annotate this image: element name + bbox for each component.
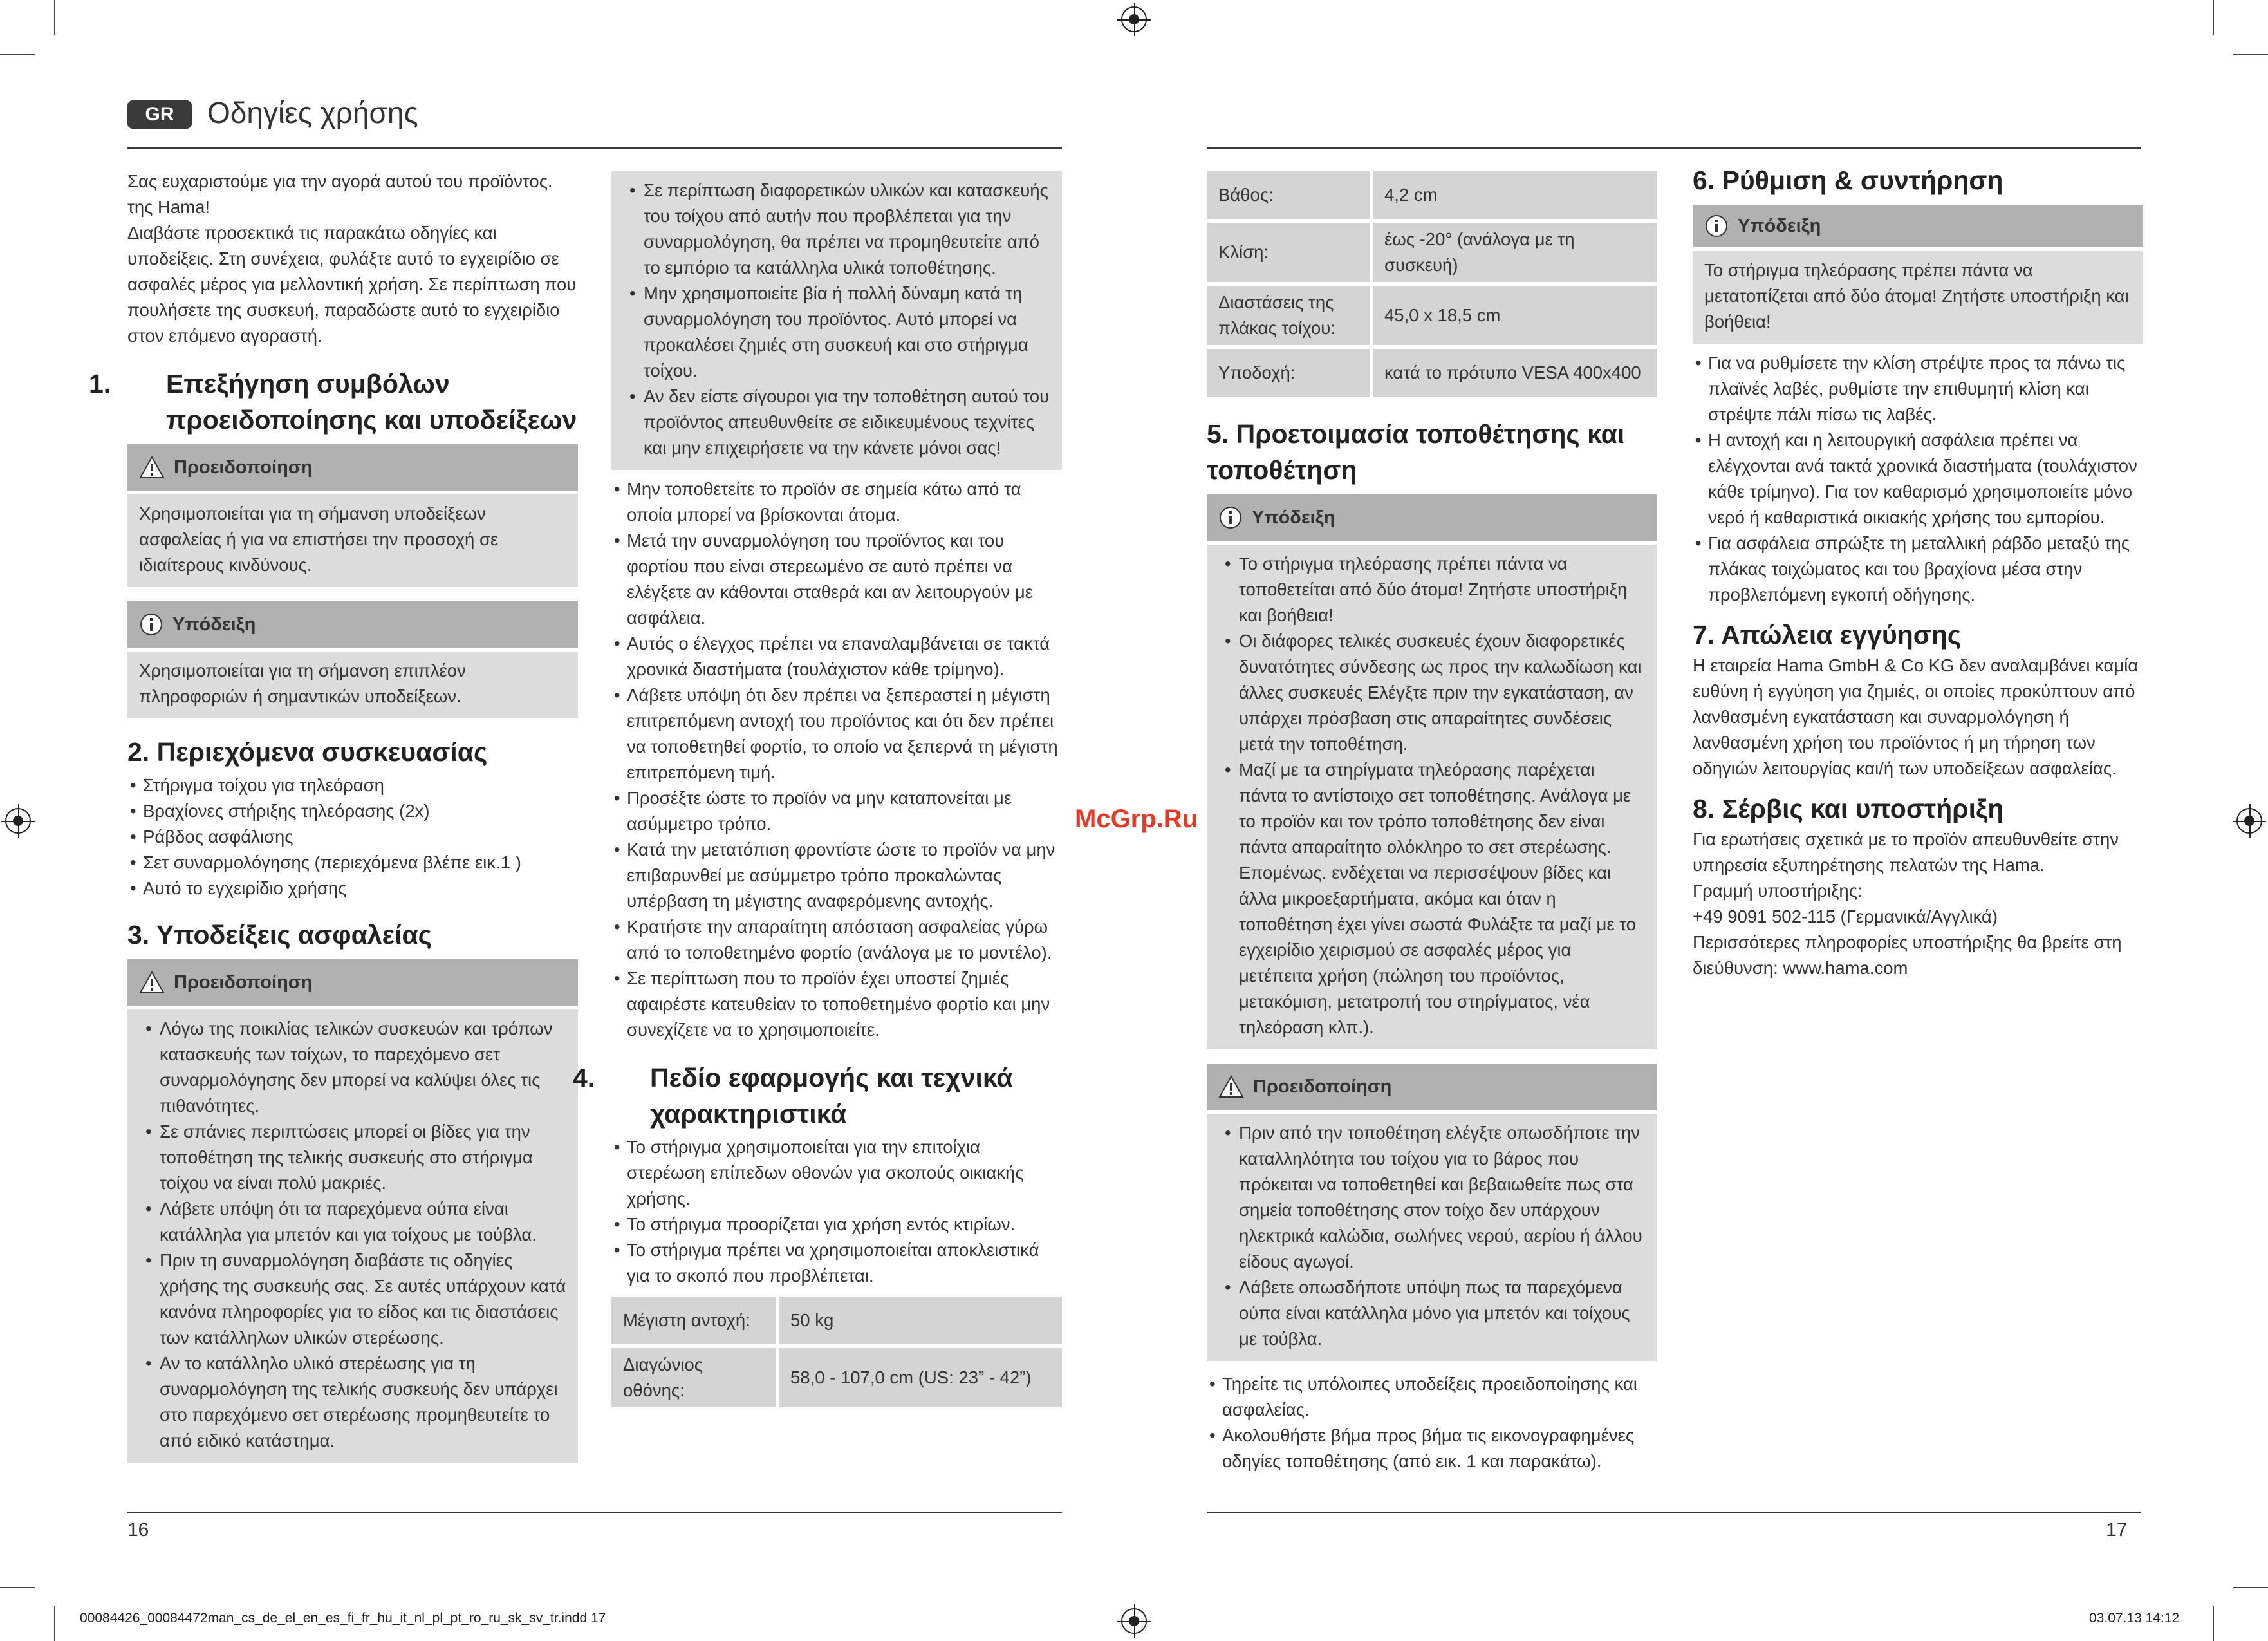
hint-label: Υπόδειξη <box>1738 216 1821 236</box>
hint-box-header <box>127 601 578 648</box>
list-item: • Προσέξτε ώστε το προϊόν να μην καταπονείται με ασύμμετρο τρόπο. <box>611 785 1062 837</box>
hint-text: Χρησιμοποιείται για τη σήμανση επιπλέον πληροφοριών ή σημαντικών υποδείξεων. <box>139 661 466 706</box>
warning-list <box>1218 1120 1646 1352</box>
safety-warning-list <box>139 1016 566 1454</box>
hint-label: Υπόδειξη <box>1252 507 1335 528</box>
hint-label: Υπόδειξη <box>172 614 256 635</box>
list-item: • Πριν τη συναρμολόγηση διαβάστε τις οδηγίες χρήσης της συσκευής σας. Σε αυτές υπάρχουν κατά κανόνα πληροφορίες για το είδος και τις διαστάσεις των κατάλληλων υλικών στερέωσης. <box>139 1248 566 1351</box>
table-row <box>1207 171 1657 219</box>
list-item: • Ακολουθήστε βήμα προς βήμα τις εικονογραφημένες οδηγίες τοποθέτησης (από εικ. 1 και παρακάτω). <box>1207 1423 1657 1474</box>
list-item: • Οι διάφορες τελικές συσκευές έχουν διαφορετικές δυνατότητες σύνδεσης ως προς την καλωδίωση και άλλες συσκευές Ελέγξτε πριν την εγκατάσταση, αν υπάρχει πρόσβαση στις απαραίτητες συνδέσεις μετά την τοποθέτηση. <box>1218 628 1646 757</box>
section-7-heading: 7. Απώλεια εγγύησης <box>1693 620 1962 650</box>
section-1-heading <box>89 366 578 438</box>
crop-mark <box>54 1606 55 1641</box>
list-item: • Σετ συναρμολόγησης (περιεχόμενα βλέπε εικ.1 ) <box>127 850 578 876</box>
table-row <box>1207 286 1657 345</box>
table-row <box>1207 349 1657 397</box>
warning-box-header <box>127 444 578 491</box>
column-1 <box>89 169 578 1463</box>
top-rule-left <box>127 147 1062 149</box>
application-list <box>611 1134 1062 1289</box>
spec-value: 50 kg <box>779 1297 1062 1344</box>
list-item: • Στήριγμα τοίχου για τηλεόραση <box>127 773 578 798</box>
spec-label: Διαγώνιος οθόνης: <box>611 1348 779 1407</box>
spec-label: Κλίση: <box>1207 223 1373 282</box>
list-item: • Αν δεν είστε σίγουροι για την τοποθέτηση αυτού του προϊόντος απευθυνθείτε σε ειδικευμένους τεχνίτες και μην επιχειρήσετε να την κάνετε μόνοι σας! <box>623 384 1050 461</box>
section-4-title: Πεδίο εφαρμογής και τεχνικά χαρακτηριστικά <box>650 1063 1013 1129</box>
table-row <box>611 1297 1062 1344</box>
warranty-text: Η εταιρεία Hama GmbH & Co KG δεν αναλαμβάνει καμία ευθύνη ή εγγύηση για ζημιές, οι οποίες προκύπτουν από λανθασμένη εγκατάσταση και συναρμολόγηση ή λανθασμένη χρήση του προϊόντος ή μη τήρηση των οδηγιών λειτουργίας και/ή των υποδείξεων ασφαλείας. <box>1693 655 2139 778</box>
watermark: McGrp.Ru <box>1075 805 1198 833</box>
hint-box-body <box>127 652 578 718</box>
section-4-number: 4. <box>573 1063 595 1092</box>
spec-label: Υποδοχή: <box>1207 349 1373 397</box>
column-3 <box>1207 171 1657 1474</box>
spec-value: έως -20° (ανάλογα με τη συσκευή) <box>1373 223 1657 282</box>
crop-mark <box>0 1587 35 1588</box>
package-contents-list <box>127 773 578 901</box>
list-item: • Το στήριγμα χρησιμοποιείται για την επιτοίχια στερέωση επίπεδων οθονών για σκοπούς οικιακής χρήσης. <box>611 1134 1062 1212</box>
page-title: Οδηγίες χρήσης <box>207 96 418 129</box>
warning-box-body <box>127 494 578 587</box>
hint-box-body <box>1693 251 2143 344</box>
hint-box-header <box>1207 494 1657 541</box>
section-4-heading <box>573 1060 1062 1132</box>
info-icon <box>1218 505 1243 530</box>
list-item: • Πριν από την τοποθέτηση ελέγξτε οπωσδήποτε την καταλληλότητα του τοίχου για το βάρος που πρόκειται να τοποθετηθεί και βεβαιωθείτε πως στα σημεία τοποθέτησης στον τοίχο δεν υπάρχουν ηλεκτρικά καλώδια, σωλήνες νερού, αερίου ή άλλου είδους αγωγοί. <box>1218 1120 1646 1275</box>
list-item: • Το στήριγμα προορίζεται για χρήση εντός κτιρίων. <box>611 1212 1062 1237</box>
warning-box-header <box>127 959 578 1006</box>
spec-table <box>1207 167 1657 400</box>
list-item: • Αυτός ο έλεγχος πρέπει να επαναλαμβάνεται σε τακτά χρονικά διαστήματα (τουλάχιστον κάθε τρίμηνο). <box>611 631 1062 682</box>
section-3-heading: 3. Υποδείξεις ασφαλείας <box>127 920 432 950</box>
list-item: • Λάβετε υπόψη ότι δεν πρέπει να ξεπεραστεί η μέγιστη επιτρεπόμενη αντοχή του προϊόντος και ότι δεν πρέπει να τοποθετηθεί φορτίο, το οποίο να ξεπερνά τη μέγιστη επιτρεπόμενη τιμή. <box>611 682 1062 785</box>
list-item: • Αν το κατάλληλο υλικό στερέωσης για τη συναρμολόγηση της τελικής συσκευής δεν υπάρχει στο παρεχόμενο σετ στερέωσης προμηθευτείτε το από ειδικό κατάστημα. <box>139 1351 566 1454</box>
spec-value: 4,2 cm <box>1373 171 1657 219</box>
crop-mark <box>2213 0 2214 35</box>
warning-box-body-continued <box>611 171 1062 470</box>
list-item: • Κρατήστε την απαραίτητη απόσταση ασφαλείας γύρω από το τοποθετημένο φορτίο (ανάλογα με το μοντέλο). <box>611 914 1062 966</box>
list-item: • Η αντοχή και η λειτουργική ασφάλεια πρέπει να ελέγχονται ανά τακτά χρονικά διαστήματα (τουλάχιστον κάθε τρίμηνο). Για τον καθαρισμό χρησιμοποιείτε μόνο νερό ή καθαριστικά οικιακής χρήσης του εμπορίου. <box>1693 427 2143 530</box>
warning-text: Χρησιμοποιείται για τη σήμανση υποδείξεων ασφαλείας ή για να επιστήσει την προσοχή σε ιδιαίτερους κινδύνους. <box>139 503 499 575</box>
print-slug-file: 00084426_00084472man_cs_de_el_en_es_fi_fr_hu_it_nl_pl_pt_ro_ru_sk_sv_tr.indd 17 <box>80 1611 606 1626</box>
list-item: • Λάβετε υπόψη ότι τα παρεχόμενα ούπα είναι κατάλληλα για μπετόν και για τοίχους με τούβλα. <box>139 1196 566 1248</box>
section-6-heading: 6. Ρύθμιση & συντήρηση <box>1693 165 2003 195</box>
print-slug-date: 03.07.13 14:12 <box>2089 1611 2180 1626</box>
list-item: • Αυτό το εγχειρίδιο χρήσης <box>127 876 578 901</box>
support-text: Για ερωτήσεις σχετικά με το προϊόν απευθυνθείτε στην υπηρεσία εξυπηρέτησης πελατών της Hama. Γραμμή υποστήριξης: +49 9091 502-115 (Γερμανικά/Αγγλικά) Περισσότερες πληροφορίες υποστήριξης θα βρείτε στη διεύθυνση: www.hama.com <box>1693 829 2122 978</box>
list-item: • Το στήριγμα τηλεόρασης πρέπει πάντα να τοποθετείται από δύο άτομα! Ζητήστε υποστήριξη και βοήθεια! <box>1218 551 1646 628</box>
registration-mark-icon <box>2236 808 2262 834</box>
mounting-list <box>1207 1371 1657 1474</box>
crop-mark <box>2213 1606 2214 1641</box>
column-4 <box>1693 162 2143 981</box>
spec-table <box>611 1293 1062 1411</box>
crop-mark <box>2233 1587 2268 1588</box>
warning-triangle-icon <box>139 971 165 994</box>
warning-label: Προειδοποίηση <box>1253 1076 1392 1097</box>
table-row <box>1207 223 1657 282</box>
list-item: • Σε περίπτωση που το προϊόν έχει υποστεί ζημιές αφαιρέστε κατευθείαν το τοποθετημένο φορτίο και μην συνεχίζετε να το χρησιμοποιείτε. <box>611 966 1062 1043</box>
section-8-heading: 8. Σέρβις και υποστήριξη <box>1693 794 2004 823</box>
hint-box-body <box>1207 545 1657 1049</box>
spec-label: Βάθος: <box>1207 171 1373 219</box>
warning-box-body <box>1207 1114 1657 1361</box>
warning-label: Προειδοποίηση <box>174 457 313 478</box>
list-item: • Το στήριγμα πρέπει να χρησιμοποιείται αποκλειστικά για το σκοπό που προβλέπεται. <box>611 1237 1062 1289</box>
bottom-rule-right <box>1207 1512 2141 1513</box>
warning-triangle-icon <box>139 456 165 479</box>
spec-value: 45,0 x 18,5 cm <box>1373 286 1657 345</box>
list-item: • Μην τοποθετείτε το προϊόν σε σημεία κάτω από τα οποία μπορεί να βρίσκονται άτομα. <box>611 476 1062 528</box>
top-rule-right <box>1207 147 2141 149</box>
info-icon <box>1704 214 1729 238</box>
page-number-right: 17 <box>2106 1519 2128 1541</box>
language-badge: GR <box>127 100 192 129</box>
adjustment-list <box>1693 350 2143 608</box>
list-item: • Σε περίπτωση διαφορετικών υλικών και κατασκευής του τοίχου από αυτήν που προβλέπεται για την συναρμολόγηση, θα πρέπει να προμηθευτείτε από το εμπόριο τα κατάλληλα υλικά τοποθέτησης. <box>623 178 1050 281</box>
list-item: • Βραχίονες στήριξης τηλεόρασης (2x) <box>127 798 578 824</box>
registration-mark-icon <box>1121 6 1147 32</box>
list-item: • Μετά την συναρμολόγηση του προϊόντος και του φορτίου που είναι στερεωμένο σε αυτό πρέπει να ελέγξετε αν κάθονται σταθερά και αν λειτουργούν με ασφάλεια. <box>611 528 1062 631</box>
list-item: • Για να ρυθμίσετε την κλίση στρέψτε προς τα πάνω τις πλαϊνές λαβές, ρυθμίστε την επιθυμητή κλίση και στρέψτε πάλι πίσω τις λαβές. <box>1693 350 2143 427</box>
list-item: • Λάβετε οπωσδήποτε υπόψη πως τα παρεχόμενα ούπα είναι κατάλληλα μόνο για μπετόν και τοίχους με τούβλα. <box>1218 1275 1646 1352</box>
intro-text: Σας ευχαριστούμε για την αγορά αυτού του προϊόντος. της Hama! Διαβάστε προσεκτικά τις παρακάτω οδηγίες και υποδείξεις. Στη συνέχεια, φυλάξτε αυτό το εγχειρίδιο σε ασφαλές μέρος για μελλοντική χρήση. Σε περίπτωση που πουλήσετε της συσκευή, παραδώστε αυτό το εγχειρίδιο στον επόμενο αγοραστή. <box>127 171 577 346</box>
section-1-title: Επεξήγηση συμβόλων προειδοποίησης και υποδείξεων <box>166 369 577 435</box>
table-row <box>611 1348 1062 1407</box>
registration-mark-icon <box>1121 1608 1147 1634</box>
list-item: • Λόγω της ποικιλίας τελικών συσκευών και τρόπων κατασκευής των τοίχων, το παρεχόμενο σετ συναρμολόγησης δεν μπορεί να καλύψει όλες τις πιθανότητες. <box>139 1016 566 1119</box>
list-item: • Για ασφάλεια σπρώξτε τη μεταλλική ράβδο μεταξύ της πλάκας τοιχώματος και του βραχίονα μέσα στην προβλεπόμενη εγκοπή οδήγησης. <box>1693 530 2143 608</box>
safety-warning-list-continued <box>623 178 1050 461</box>
hint-list <box>1218 551 1646 1040</box>
crop-mark <box>0 54 35 55</box>
section-5-heading: 5. Προετοιμασία τοποθέτησης και τοποθέτηση <box>1207 419 1625 485</box>
section-1-number: 1. <box>89 369 111 399</box>
spec-label: Μέγιστη αντοχή: <box>611 1297 779 1344</box>
list-item: • Μην χρησιμοποιείτε βία ή πολλή δύναμη κατά τη συναρμολόγηση του προϊόντος. Αυτό μπορεί να προκαλέσει ζημιές στη συσκευή και στο στήριγμα τοίχου. <box>623 281 1050 384</box>
section-2-heading: 2. Περιεχόμενα συσκευασίας <box>127 737 488 767</box>
spec-value: κατά το πρότυπο VESA 400x400 <box>1373 349 1657 397</box>
spec-value: 58,0 - 107,0 cm (US: 23” - 42”) <box>779 1348 1062 1407</box>
list-item: • Μαζί με τα στηρίγματα τηλεόρασης παρέχεται πάντα το αντίστοιχο σετ τοποθέτησης. Ανάλογα με το προϊόν και τον τρόπο τοποθέτησης δεν είναι πάντα απαραίτητο ολόκληρο το σετ στερέωσης. Επομένως. ενδέχεται να περισσέψουν βίδες και άλλα μικροεξαρτήματα, ακόμα και όταν η τοποθέτηση έχει γίνει σωστά Φυλάξτε τα μαζί με το εγχειρίδιο χειρισμού σε ασφαλές μέρος για μετέπειτα χρήση (πώληση του προϊόντος, μετακόμιση, μετατροπή του στηρίγματος, νέα τηλεόραση κλπ.). <box>1218 757 1646 1040</box>
list-item: • Σε σπάνιες περιπτώσεις μπορεί οι βίδες για την τοποθέτηση της τελικής συσκευής στο στήριγμα τοίχου να είναι πολύ μακριές. <box>139 1119 566 1196</box>
list-item: • Κατά την μετατόπιση φροντίστε ώστε το προϊόν να μην επιβαρυνθεί με ασύμμετρο τρόπο προκαλώντας υπέρβαση τη μέγιστης αναφερόμενης αντοχής. <box>611 837 1062 914</box>
column-2 <box>573 171 1062 1411</box>
list-item: • Τηρείτε τις υπόλοιπες υποδείξεις προειδοποίησης και ασφαλείας. <box>1207 1371 1657 1423</box>
safety-list <box>611 476 1062 1043</box>
warning-box-body <box>127 1009 578 1463</box>
hint-text: Το στήριγμα τηλεόρασης πρέπει πάντα να μετατοπίζεται από δύο άτομα! Ζητήστε υποστήριξη και βοήθεια! <box>1704 260 2129 332</box>
hint-box-header <box>1693 205 2143 247</box>
warning-box-header <box>1207 1064 1657 1110</box>
warning-triangle-icon <box>1218 1075 1244 1098</box>
registration-mark-icon <box>5 808 31 834</box>
crop-mark <box>54 0 55 35</box>
list-item: • Ράβδος ασφάλισης <box>127 824 578 850</box>
bottom-rule-left <box>127 1512 1062 1513</box>
info-icon <box>139 612 163 637</box>
warning-label: Προειδοποίηση <box>174 972 313 993</box>
crop-mark <box>2233 54 2268 55</box>
page-number-left: 16 <box>127 1519 149 1541</box>
spec-label: Διαστάσεις της πλάκας τοίχου: <box>1207 286 1373 345</box>
